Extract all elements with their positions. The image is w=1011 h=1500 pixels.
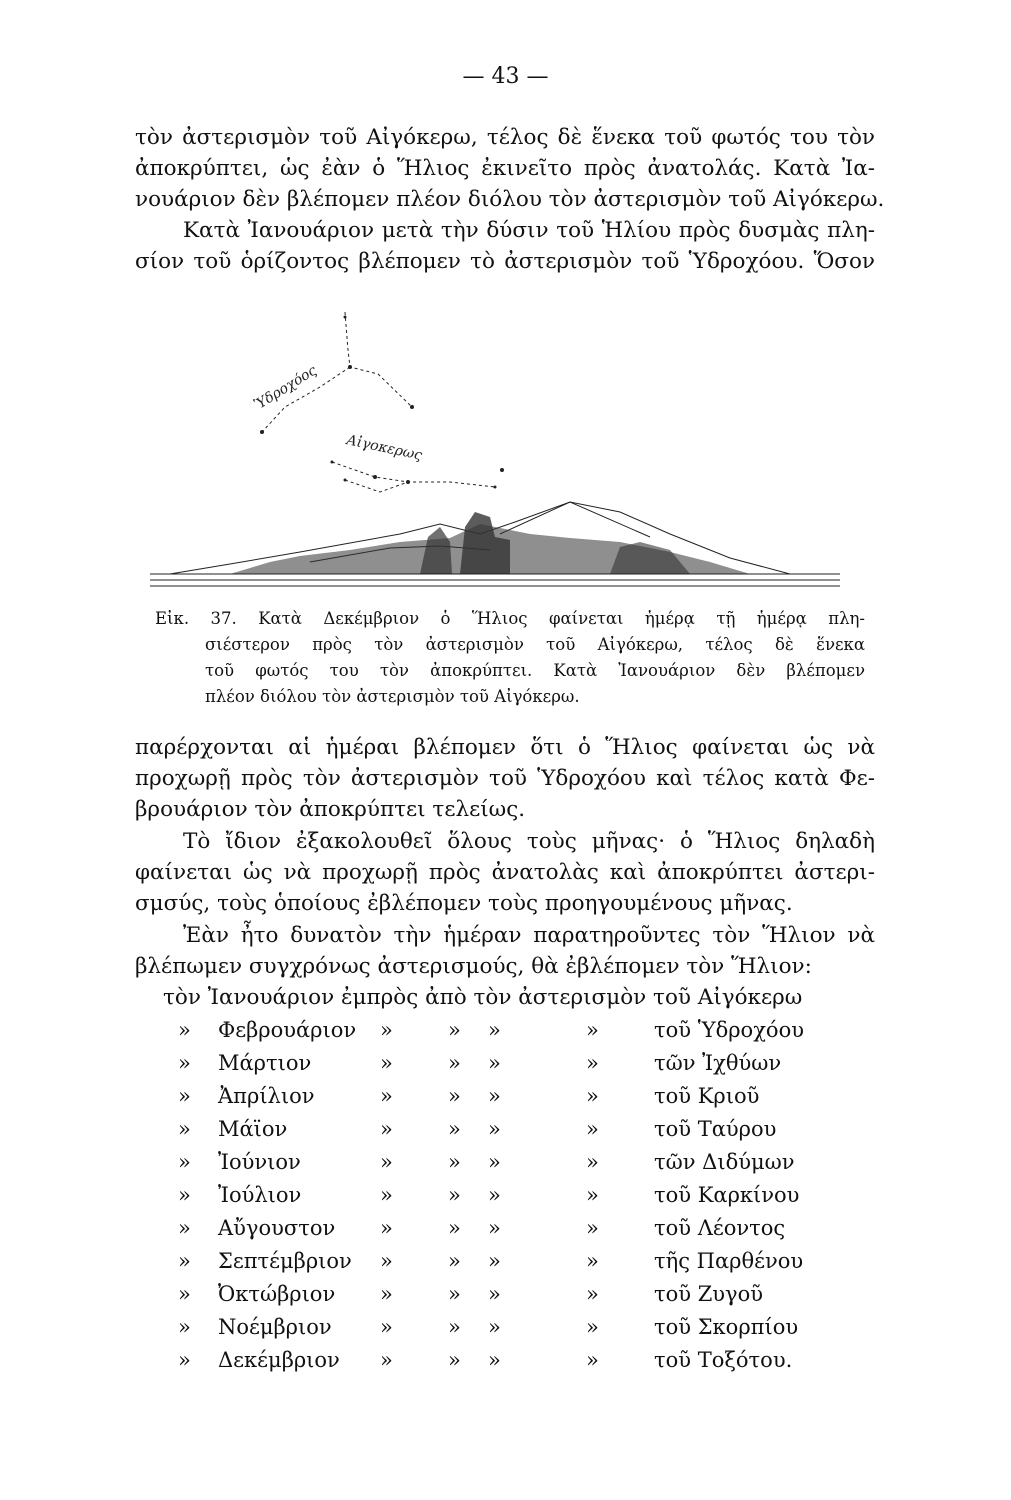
text-line: παρέρχονται αἱ ἡμέραι βλέπομεν ὅτι ὁ Ἥλιος φαίνεται ὡς νὰ (135, 735, 875, 760)
ditto-mark: » (488, 1084, 501, 1108)
paragraph-2 (135, 732, 875, 825)
table-row (178, 1051, 838, 1084)
ditto-mark: » (380, 1084, 393, 1108)
vegetation-shading (230, 512, 750, 574)
capricorn-constellation (332, 462, 495, 492)
ditto-mark: » (380, 1282, 393, 1306)
month-cell: Σεπτέμβριον (218, 1249, 352, 1273)
ditto-mark: » (380, 1051, 393, 1075)
ditto-mark: » (488, 1051, 501, 1075)
ditto-mark: » (178, 1183, 191, 1207)
capricorn-label: Αἰγοκερως (345, 432, 424, 464)
ditto-mark: » (448, 1183, 461, 1207)
table-row (178, 1117, 838, 1150)
caption-line: πλέον διόλου τὸν ἀστερισμὸν τοῦ Αἰγόκερω. (205, 687, 580, 706)
constellation-cell: τοῦ Ζυγοῦ (654, 1282, 764, 1306)
ditto-mark: » (488, 1348, 501, 1372)
constellation-cell: τοῦ Ὑδροχόου (654, 1018, 804, 1042)
month-cell: Μάρτιον (218, 1051, 312, 1075)
ditto-mark: » (380, 1216, 393, 1240)
month-cell: Ἰούνιον (218, 1150, 301, 1174)
table-row (178, 1183, 838, 1216)
ditto-mark: » (488, 1018, 501, 1042)
ditto-mark: » (448, 1051, 461, 1075)
figure-37-illustration (150, 312, 840, 602)
ditto-mark: » (380, 1249, 393, 1273)
month-cell: Μάϊον (218, 1117, 288, 1141)
horizon-lines (150, 574, 840, 586)
table-row (178, 1216, 838, 1249)
text-line: φαίνεται ὡς νὰ προχωρῇ πρὸς ἀνατολὰς καὶ ἀποκρύπτει ἀστερι- (135, 860, 875, 885)
month-cell: Ὀκτώβριον (218, 1282, 336, 1306)
text-line: βρουάριον τὸν ἀποκρύπτει τελείως. (135, 797, 526, 822)
table-row (178, 1150, 838, 1183)
table-row (178, 1315, 838, 1348)
text-line: ἀποκρύπτει, ὡς ἐὰν ὁ Ἥλιος ἐκινεῖτο πρὸς ἀνατολάς. Κατὰ Ἰα- (135, 156, 875, 181)
paragraph-1 (135, 122, 885, 277)
text-line: βλέπωμεν συγχρόνως ἀστερισμούς, θὰ ἐβλέπομεν τὸν Ἥλιον: (135, 954, 812, 979)
text-line: Τὸ ἴδιον ἐξακολουθεῖ ὅλους τοὺς μῆνας· ὁ Ἥλιος δηλαδὴ (183, 829, 875, 854)
paragraph-4 (135, 920, 875, 1013)
ditto-mark: » (178, 1051, 191, 1075)
text-line: προχωρῇ πρὸς τὸν ἀστερισμὸν τοῦ Ὑδροχόου καὶ τέλος κατὰ Φε- (135, 766, 875, 791)
ditto-mark: » (586, 1117, 599, 1141)
ditto-mark: » (488, 1150, 501, 1174)
month-cell: Φεβρουάριον (218, 1018, 357, 1042)
ditto-mark: » (586, 1084, 599, 1108)
ditto-mark: » (586, 1051, 599, 1075)
constellation-cell: τοῦ Καρκίνου (654, 1183, 800, 1207)
ditto-mark: » (448, 1348, 461, 1372)
caption-line: τοῦ φωτός του τὸν ἀποκρύπτει. Κατὰ Ἰανουάριον δὲν βλέπομεν (205, 661, 865, 680)
text-line: Ἐὰν ἦτο δυνατὸν τὴν ἡμέραν παρατηροῦντες τὸν Ἥλιον νὰ (183, 923, 875, 948)
ditto-mark: » (178, 1249, 191, 1273)
ditto-mark: » (488, 1282, 501, 1306)
ditto-mark: » (488, 1216, 501, 1240)
text-line: νουάριον δὲν βλέπομεν πλέον διόλου τὸν ἀστερισμὸν τοῦ Αἰγόκερω. (135, 187, 885, 212)
ditto-mark: » (178, 1216, 191, 1240)
text-line: τὸν ἀστερισμὸν τοῦ Αἰγόκερω, τέλος δὲ ἕνεκα τοῦ φωτός του τὸν (135, 125, 875, 150)
ditto-mark: » (488, 1183, 501, 1207)
ditto-mark: » (586, 1216, 599, 1240)
ditto-mark: » (178, 1117, 191, 1141)
table-row (178, 1348, 838, 1381)
ditto-mark: » (178, 1282, 191, 1306)
ditto-mark: » (380, 1348, 393, 1372)
constellation-stars (260, 316, 504, 489)
ditto-mark: » (380, 1117, 393, 1141)
ditto-mark: » (380, 1018, 393, 1042)
ditto-mark: » (178, 1084, 191, 1108)
constellation-cell: τοῦ Κριοῦ (654, 1084, 760, 1108)
ditto-mark: » (586, 1282, 599, 1306)
ditto-mark: » (448, 1084, 461, 1108)
paragraph-3 (135, 826, 875, 919)
page-number: — 43 — (462, 64, 549, 89)
text-line: σμσύς, τοὺς ὁποίους ἐβλέπομεν τοὺς προηγουμένους μῆνας. (135, 891, 793, 916)
table-row (178, 1249, 838, 1282)
table-row (178, 1018, 838, 1051)
text-line: σίον τοῦ ὁρίζοντος βλέπομεν τὸ ἀστερισμὸν τοῦ Ὑδροχόου. Ὅσον (135, 249, 875, 274)
constellation-cell: τοῦ Σκορπίου (654, 1315, 799, 1339)
ditto-mark: » (586, 1150, 599, 1174)
text-line: Κατὰ Ἰανουάριον μετὰ τὴν δύσιν τοῦ Ἡλίου πρὸς δυσμὰς πλη- (183, 218, 875, 243)
ditto-mark: » (586, 1348, 599, 1372)
month-constellation-table (178, 1018, 838, 1381)
caption-line: σιέστερον πρὸς τὸν ἀστερισμὸν τοῦ Αἰγόκερω, τέλος δὲ ἕνεκα (205, 635, 865, 654)
caption-line: Εἰκ. 37. Κατὰ Δεκέμβριον ὁ Ἥλιος φαίνεται ἡμέρᾳ τῇ ἡμέρᾳ πλη- (155, 609, 865, 628)
ditto-mark: » (448, 1249, 461, 1273)
ditto-mark: » (448, 1282, 461, 1306)
figure-caption (155, 606, 865, 710)
constellation-cell: τῶν Διδύμων (654, 1150, 795, 1174)
ditto-mark: » (448, 1216, 461, 1240)
constellation-cell: τοῦ Ταύρου (654, 1117, 777, 1141)
ditto-mark: » (380, 1315, 393, 1339)
ditto-mark: » (488, 1315, 501, 1339)
aquarius-constellation (262, 312, 412, 432)
ditto-mark: » (178, 1315, 191, 1339)
ditto-mark: » (380, 1183, 393, 1207)
text-line: τὸν Ἰανουάριον ἐμπρὸς ἀπὸ τὸν ἀστερισμὸν τοῦ Αἰγόκερω (163, 985, 803, 1010)
ditto-mark: » (178, 1018, 191, 1042)
aquarius-label: Ὑδροχόος (251, 362, 320, 414)
ditto-mark: » (586, 1018, 599, 1042)
ditto-mark: » (178, 1348, 191, 1372)
month-cell: Ἀπρίλιον (218, 1084, 315, 1108)
ditto-mark: » (488, 1117, 501, 1141)
ditto-mark: » (448, 1117, 461, 1141)
ditto-mark: » (448, 1150, 461, 1174)
ditto-mark: » (380, 1150, 393, 1174)
month-cell: Δεκέμβριον (218, 1348, 340, 1372)
constellation-cell: τοῦ Λέοντος (654, 1216, 786, 1240)
ditto-mark: » (586, 1315, 599, 1339)
ditto-mark: » (488, 1249, 501, 1273)
constellation-cell: τοῦ Τοξότου. (654, 1348, 793, 1372)
table-row (178, 1282, 838, 1315)
month-cell: Ἰούλιον (218, 1183, 302, 1207)
constellation-cell: τῆς Παρθένου (654, 1249, 804, 1273)
month-cell: Νοέμβριον (218, 1315, 332, 1339)
month-cell: Αὔγουστον (218, 1216, 336, 1240)
ditto-mark: » (586, 1249, 599, 1273)
ditto-mark: » (448, 1315, 461, 1339)
ditto-mark: » (448, 1018, 461, 1042)
ditto-mark: » (586, 1183, 599, 1207)
constellation-cell: τῶν Ἰχθύων (654, 1051, 782, 1075)
table-row (178, 1084, 838, 1117)
ditto-mark: » (178, 1150, 191, 1174)
